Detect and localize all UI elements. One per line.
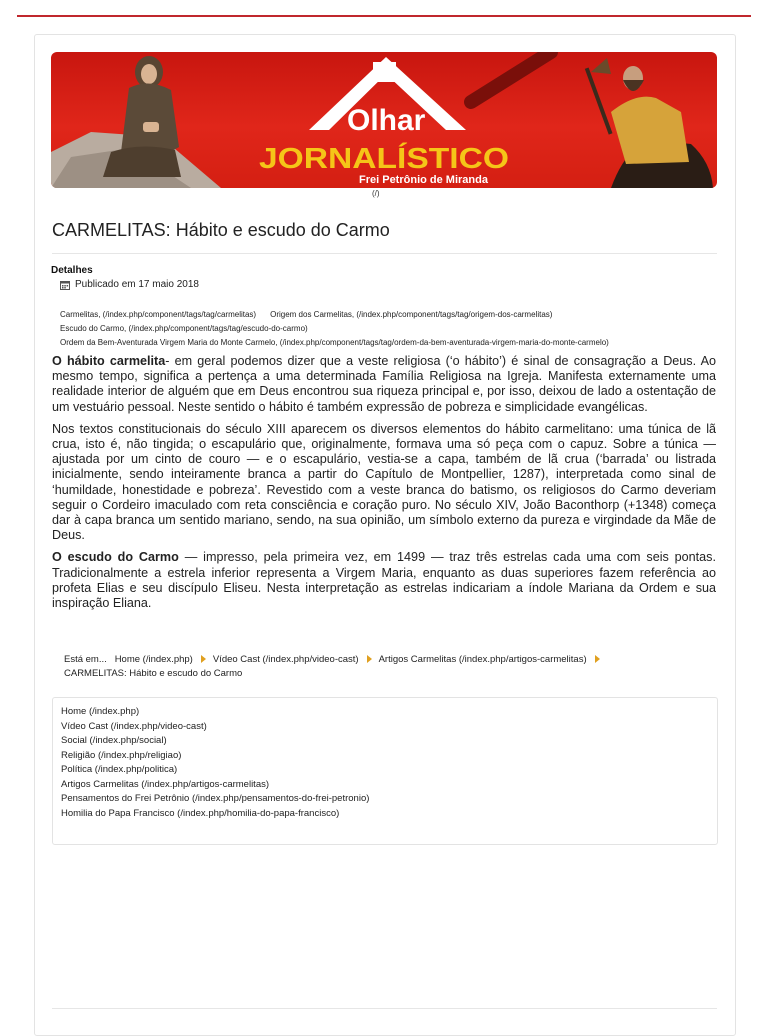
nav-link-social[interactable]: Social (/index.php/social) — [61, 735, 167, 746]
logo-subtitle: Frei Petrônio de Miranda — [359, 174, 488, 186]
paragraph-textos: Nos textos constitucionais do século XIII aparecem os diversos elementos do hábito carmelitano: uma túnica de lã crua, isto é, não tingida; o escapulário que, originalmente, formava uma só peça com o capuz. Sobre a túnica — ajustada por um cinto de couro — e o escapulário, vestia-se a capa, também de lã crua (‘barrada’ ou listrada inicialmente, sendo inteiramente branca a partir do Capítulo de Montpellier, 1287), interpretada como sinal de ‘humildade, honestidade e pobreza’. Revestido com a veste branca do batismo, os religiosos do Carmo deveriam seguir o Cordeiro imaculado com reta consciência e coração puro. No século XIV, João Baconthorp (+1348) começa dar à capa branca um sentido mariano, sendo, na sua opinião, um símbolo externo da pureza e virgindade da Mãe de Deus. — [52, 421, 716, 543]
banner-artwork — [51, 52, 717, 188]
article-body — [52, 354, 716, 618]
breadcrumb-prefix: Está em... — [64, 654, 107, 665]
published-text: Publicado em 17 maio 2018 — [75, 279, 199, 290]
pen-stroke — [471, 52, 551, 102]
paragraph-escudo — [52, 550, 716, 611]
breadcrumb-video-cast[interactable]: Vídeo Cast (/index.php/video-cast) — [212, 654, 359, 665]
logo-jornalistico: JORNALÍSTICO — [259, 143, 475, 175]
prophet-right-figure — [585, 58, 713, 188]
home-link[interactable]: (/) — [372, 189, 380, 198]
paragraph-escudo-lead: O escudo do Carmo — [52, 550, 179, 565]
nav-link-politica[interactable]: Política (/index.php/politica) — [61, 764, 178, 775]
breadcrumb — [64, 653, 724, 681]
nav-item-home — [61, 705, 369, 720]
article-title[interactable]: CARMELITAS: Hábito e escudo do Carmo — [52, 220, 390, 240]
paragraph-escudo-text: — impresso, pela primeira vez, em 1499 — traz três estrelas cada uma com seis pontas. Tradicionalmente a estrela inferior representa a Virgem Maria, enquanto as duas superiores fazem referência ao profeta Elias e seu discípulo Eliseu. Nesta interpretação as estrelas indicariam a índole Mariana da Ordem e sua inspiração Eliana. — [52, 550, 716, 611]
title-divider — [52, 253, 717, 254]
paragraph-habito — [52, 354, 716, 415]
details-heading: Detalhes — [51, 265, 93, 276]
nav-item-social — [61, 734, 369, 749]
nav-link-artigos-carmelitas[interactable]: Artigos Carmelitas (/index.php/artigos-carmelitas) — [61, 778, 270, 790]
nav-link-homilia[interactable]: Homilia do Papa Francisco (/index.php/homilia-do-papa-francisco) — [61, 807, 340, 819]
breadcrumb-artigos-carmelitas[interactable]: Artigos Carmelitas (/index.php/artigos-carmelitas) — [378, 654, 587, 665]
nav-item-homilia — [61, 807, 369, 822]
published-date — [60, 279, 199, 290]
tag-escudo-do-carmo[interactable]: Escudo do Carmo, (/index.php/component/tags/tag/escudo-do-carmo) — [60, 324, 308, 333]
tag-ordem-monte-carmelo[interactable]: Ordem da Bem-Aventurada Virgem Maria do Monte Carmelo, (/index.php/component/tags/tag/ordem-da-bem-aventurada-virgem-maria-do-monte-carmelo) — [60, 338, 609, 347]
breadcrumb-current: CARMELITAS: Hábito e escudo do Carmo — [64, 668, 243, 679]
tag-origem-dos-carmelitas[interactable]: Origem dos Carmelitas, (/index.php/component/tags/tag/origem-dos-carmelitas) — [270, 310, 553, 319]
paragraph-habito-lead: O hábito carmelita — [52, 354, 166, 368]
nav-item-video-cast — [61, 720, 369, 735]
breadcrumb-arrow-icon — [367, 655, 372, 663]
site-navigation — [52, 697, 718, 845]
nav-item-politica — [61, 763, 369, 778]
nav-item-pensamentos — [61, 792, 369, 807]
nav-item-artigos-carmelitas — [61, 778, 369, 793]
top-rule — [17, 15, 751, 17]
breadcrumb-arrow-icon — [595, 655, 600, 663]
calendar-icon — [60, 280, 70, 290]
friar-left-figure — [103, 56, 181, 177]
tag-list — [60, 308, 760, 350]
tag-carmelitas[interactable]: Carmelitas, (/index.php/component/tags/tag/carmelitas) — [60, 310, 257, 319]
nav-link-home[interactable]: Home (/index.php) — [61, 706, 140, 717]
bottom-divider — [52, 1008, 717, 1009]
nav-link-pensamentos[interactable]: Pensamentos do Frei Petrônio (/index.php/pensamentos-do-frei-petronio) — [61, 793, 370, 804]
nav-link-religiao[interactable]: Religião (/index.php/religiao) — [61, 749, 182, 761]
nav-list — [61, 705, 369, 821]
breadcrumb-home[interactable]: Home (/index.php) — [114, 654, 193, 665]
logo-olhar: Olhar — [347, 104, 426, 137]
breadcrumb-arrow-icon — [201, 655, 206, 663]
nav-item-religiao — [61, 749, 369, 764]
paragraph-habito-text: - em geral podemos dizer que a veste religiosa (‘o hábito’) é sinal de consagração a Deus. Ao mesmo tempo, significa a pertença a uma determinada Família Religiosa na Igreja. Manifesta externamente uma realidade interior de alguém que em Deus encontrou sua riqueza principal e, por isso, deixou de lado a ostentação de um vestuário pessoal. Neste sentido o hábito é também expressão de pobreza e simplicidade evangélicas. — [52, 354, 716, 414]
site-banner[interactable] — [51, 52, 717, 188]
nav-link-video-cast[interactable]: Vídeo Cast (/index.php/video-cast) — [61, 720, 207, 732]
